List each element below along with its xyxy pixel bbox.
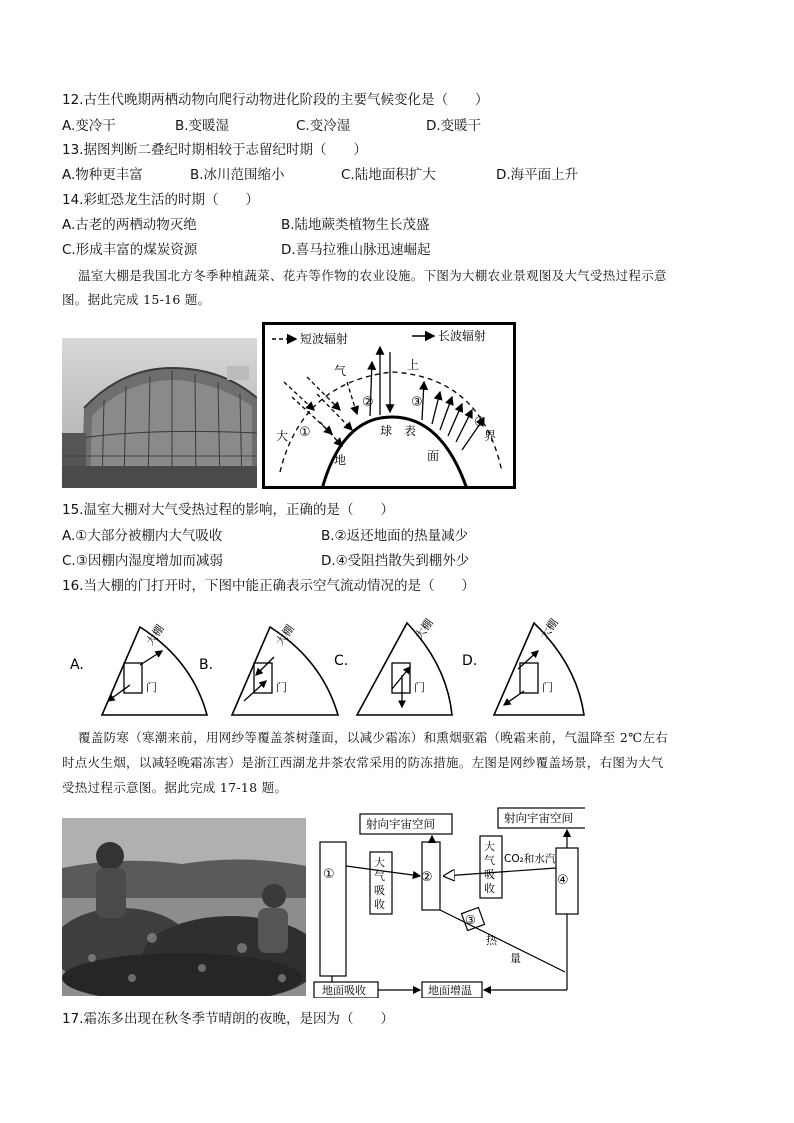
legend-long-wave: 长波辐射 [438,329,487,343]
intro-15-16-line2: 图。据此完成 15-16 题。 [62,292,211,307]
box-4-number: ④ [557,873,569,888]
q16-a-door-label: 门 [146,681,157,694]
q13-option-c: C.陆地面积扩大 [341,167,436,183]
q16-c-door-label: 门 [414,681,425,694]
label-di: 地 [334,453,347,467]
q12-option-b: B.变暖湿 [175,118,230,134]
label-biao: 表 [404,424,417,438]
greenhouse-photo [62,338,257,488]
marker-2: ② [362,395,374,410]
q16-c-letter: C. [334,653,349,669]
q16-d-letter: D. [462,653,478,669]
q12-option-a: A.变冷干 [62,118,116,134]
atm2-char-0: 大 [484,840,495,853]
q12-option-c: C.变冷湿 [296,118,351,134]
atm1-char-2: 吸 [374,884,385,897]
q13-option-d: D.海平面上升 [496,167,579,183]
atm1-char-3: 收 [374,898,385,911]
q16-a-letter: A. [70,657,84,673]
legend-short-wave: 短波辐射 [300,332,349,346]
intro-17-18-line3: 受热过程示意图。据此完成 17-18 题。 [62,780,288,795]
q14-option-d: D.喜马拉雅山脉迅速崛起 [281,242,431,258]
atmospheric-heating-flowchart [310,806,585,998]
intro-17-18-line2: 时点火生烟，以减轻晚霜冻害）是浙江西湖龙井茶农常采用的防冻措施。左图是网纱覆盖场景，右图为大气 [62,755,664,770]
q15-option-b: B.②返还地面的热量减少 [321,528,469,544]
q12-stem: 12.古生代晚期两栖动物向爬行动物进化阶段的主要气候变化是（ ） [62,92,489,108]
q16-b-door-label: 门 [276,681,287,694]
label-mian: 面 [427,449,440,463]
label-shang: 上 [407,358,420,372]
box-3-number: ③ [465,913,476,927]
intro-15-16-line1: 温室大棚是我国北方冬季种植蔬菜、花卉等作物的农业设施。下图为大棚农业景观图及大气受热过程示意 [78,268,667,283]
q16-c-shed-label: 大棚 [412,616,436,642]
q16-d-shed-label: 大棚 [537,616,561,642]
atmospheric-heating-diagram [262,322,516,489]
q15-option-d: D.④受阻挡散失到棚外少 [321,553,470,569]
space-left-label: 射向宇宙空间 [366,817,435,831]
co2-label: CO₂和水汽 [504,853,556,865]
q15-option-c: C.③因棚内湿度增加而减弱 [62,553,223,569]
heat-char-1: 量 [510,952,521,965]
q13-stem: 13.据图判断二叠纪时期相较于志留纪时期（ ） [62,142,367,158]
atm2-char-2: 吸 [484,868,495,881]
q16-a-shed-label: 大棚 [143,622,167,648]
q15-option-a: A.①大部分被棚内大气吸收 [62,528,223,544]
q16-option-d-figure [462,616,584,715]
tea-net-photo [62,818,306,996]
q14-option-c: C.形成丰富的煤炭资源 [62,242,198,258]
box-2-number: ② [421,870,433,885]
q17-stem: 17.霜冻多出现在秋冬季节晴朗的夜晚，是因为（ ） [62,1011,394,1027]
q16-option-a-figure [70,622,207,715]
q14-option-a: A.古老的两栖动物灭绝 [62,217,197,233]
label-jie: 界 [484,429,497,443]
ground-absorb-label: 地面吸收 [322,984,366,997]
marker-3: ③ [411,395,423,410]
label-qiu: 球 [380,424,393,438]
atm1-char-1: 气 [374,870,385,883]
q16-b-letter: B. [199,657,214,673]
q12-option-d: D.变暖干 [426,118,482,134]
label-da: 大 [276,429,289,443]
marker-1: ① [299,425,311,440]
q16-b-shed-label: 大棚 [273,622,297,648]
label-qi: 气 [334,364,347,378]
atm2-char-1: 气 [484,854,495,867]
atm2-char-3: 收 [484,882,495,895]
q15-stem: 15.温室大棚对大气受热过程的影响，正确的是（ ） [62,502,394,518]
marker-4: ④ [474,415,486,430]
intro-17-18-line1: 覆盖防寒（寒潮来前，用网纱等覆盖茶树蓬面，以减少霜冻）和熏烟驱霜（晚霜来前，气温降至 2℃左右 [78,730,669,745]
q16-d-door-label: 门 [542,681,553,694]
q13-option-a: A.物种更丰富 [62,167,143,183]
q14-option-b: B.陆地蕨类植物生长茂盛 [281,217,430,233]
space-right-label: 射向宇宙空间 [504,811,573,825]
q14-stem: 14.彩虹恐龙生活的时期（ ） [62,192,259,208]
q13-option-b: B.冰川范围缩小 [190,167,285,183]
ground-warm-label: 地面增温 [428,984,472,997]
q16-options-figure [62,605,622,720]
q16-stem: 16.当大棚的门打开时，下图中能正确表示空气流动情况的是（ ） [62,578,475,594]
box-1-number: ① [323,867,335,882]
q16-option-c-figure [334,616,452,715]
heat-char-0: 热 [486,934,497,947]
atm1-char-0: 大 [374,856,385,869]
q16-option-b-figure [199,622,338,715]
